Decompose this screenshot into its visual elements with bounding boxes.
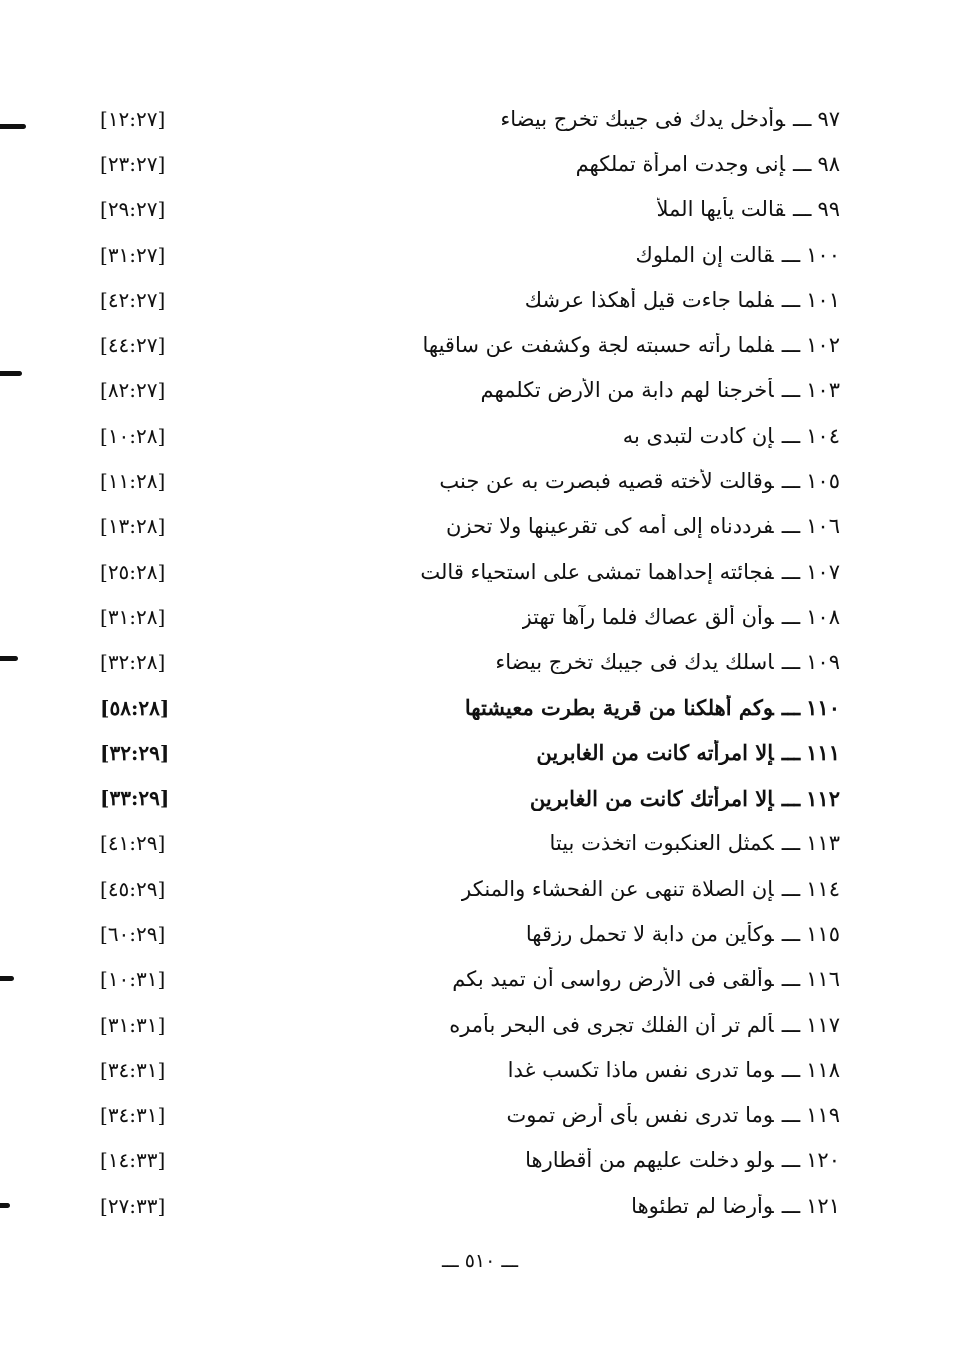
- entry-verse: [525, 288, 840, 312]
- entry-dash: ـــ: [781, 559, 801, 584]
- index-entry: [100, 549, 840, 594]
- entry-verse: [530, 786, 840, 811]
- entry-text: أخرجنا لهم دابة من الأرض تكلمهم: [480, 378, 774, 403]
- entry-verse: [481, 378, 840, 402]
- entry-dash: ـــ: [781, 650, 801, 675]
- entry-dash: ـــ: [781, 287, 801, 312]
- entry-reference: [٣٤:٣١]: [100, 1103, 166, 1128]
- entry-number: ١١٤: [806, 876, 840, 901]
- index-entry: [100, 911, 840, 956]
- index-entry: [100, 458, 840, 503]
- index-entry: [100, 1047, 840, 1092]
- index-entry: [100, 821, 840, 866]
- index-entry: [100, 232, 840, 277]
- entry-verse: [526, 922, 840, 946]
- entry-verse: [420, 560, 840, 584]
- entry-number: ١١٨: [806, 1057, 840, 1082]
- verse-index-list: [100, 96, 840, 1228]
- index-entry: [100, 957, 840, 1002]
- index-entry: [100, 685, 840, 730]
- entry-verse: [623, 424, 840, 448]
- entry-text: إن الصلاة تنهى عن الفحشاء والمنكر: [461, 876, 774, 901]
- entry-text: قالت يأيها الملأ: [656, 197, 785, 222]
- entry-text: وأدخل يدك فى جيبك تخرج بيضاء: [500, 106, 785, 131]
- entry-reference: [١٠:٢٨]: [100, 423, 166, 448]
- entry-dash: ـــ: [781, 831, 801, 856]
- entry-verse: [452, 967, 840, 991]
- entry-dash: ـــ: [781, 921, 801, 946]
- entry-dash: ـــ: [781, 1012, 801, 1037]
- index-entry: [100, 730, 840, 775]
- index-entry: [100, 1093, 840, 1138]
- entry-reference: [٣٣:٢٩]: [100, 786, 170, 811]
- entry-number: ١٢٠: [806, 1148, 840, 1173]
- index-entry: [100, 187, 840, 232]
- entry-dash: ـــ: [792, 197, 812, 222]
- entry-dash: ـــ: [781, 1148, 801, 1173]
- entry-reference: [٣٤:٣١]: [100, 1057, 166, 1082]
- entry-number: ١٠٠: [806, 242, 840, 267]
- entry-reference: [٦٠:٢٩]: [100, 921, 166, 946]
- entry-verse: [446, 514, 840, 538]
- entry-verse: [522, 605, 840, 629]
- entry-text: وما تدرى نفس بأى أرض تموت: [506, 1103, 774, 1128]
- index-entry: [100, 1183, 840, 1228]
- entry-dash: ـــ: [781, 423, 801, 448]
- binding-mark: [0, 124, 26, 129]
- entry-text: ألم تر أن الفلك تجرى فى البحر بأمره: [449, 1012, 774, 1037]
- entry-dash: ـــ: [781, 514, 801, 539]
- entry-dash: ـــ: [781, 333, 801, 358]
- entry-reference: [١٤:٣٣]: [100, 1148, 166, 1173]
- entry-text: وأرضا لم تطئوها: [631, 1193, 774, 1218]
- entry-number: ١١٥: [806, 921, 840, 946]
- entry-verse: [657, 197, 841, 221]
- index-entry: [100, 1138, 840, 1183]
- index-entry: [100, 640, 840, 685]
- entry-text: وما تدرى نفس ماذا تكسب غدا: [507, 1057, 774, 1082]
- entry-text: قالت إن الملوك: [635, 242, 774, 267]
- index-entry: [100, 96, 840, 141]
- entry-verse: [439, 469, 840, 493]
- entry-verse: [549, 831, 840, 855]
- entry-verse: [465, 695, 840, 720]
- entry-number: ١١٢: [806, 785, 840, 811]
- entry-dash: ـــ: [781, 469, 801, 494]
- entry-number: ٩٨: [817, 151, 840, 176]
- entry-text: وألقى فى الأرض رواسى أن تميد بكم: [452, 967, 774, 992]
- entry-reference: [٢٥:٢٨]: [100, 559, 166, 584]
- entry-reference: [٢٧:٣٣]: [100, 1193, 166, 1218]
- entry-dash: ـــ: [781, 695, 801, 720]
- entry-text: فلما رأته حسبته لجة وكشفت عن ساقيها: [422, 333, 774, 358]
- entry-verse: [506, 1103, 840, 1127]
- entry-reference: [٣١:٢٨]: [100, 604, 166, 629]
- entry-reference: [٣٢:٢٩]: [100, 740, 170, 765]
- binding-mark: [0, 656, 18, 661]
- entry-number: ٩٩: [817, 197, 840, 222]
- entry-text: إنى وجدت امرأة تملكهم: [575, 151, 785, 176]
- entry-reference: [٨٢:٢٧]: [100, 378, 166, 403]
- entry-number: ١٠٥: [806, 469, 840, 494]
- entry-reference: [٤٥:٢٩]: [100, 876, 166, 901]
- entry-reference: [٤١:٢٩]: [100, 831, 166, 856]
- entry-verse: [423, 333, 841, 357]
- entry-reference: [٣٢:٢٨]: [100, 650, 166, 675]
- entry-number: ١٠١: [806, 287, 840, 312]
- entry-dash: ـــ: [781, 242, 801, 267]
- entry-number: ١١٦: [806, 967, 840, 992]
- entry-number: ١٠٣: [806, 378, 840, 403]
- entry-text: وأن ألق عصاك فلما رآها تهتز: [521, 604, 774, 629]
- entry-verse: [631, 1194, 840, 1218]
- entry-text: فلما جاءت قيل أهكذا عرشك: [524, 287, 774, 312]
- entry-text: فرددناه إلى أمه كى تقرعينها ولا تحزن: [446, 514, 774, 539]
- index-entry: [100, 413, 840, 458]
- entry-text: إلا امرأتك كانت من الغابرين: [529, 785, 774, 811]
- index-entry: [100, 866, 840, 911]
- entry-reference: [٣١:٣١]: [100, 1012, 166, 1037]
- entry-text: وقالت لأخته قصيه فبصرت به عن جنب: [439, 469, 774, 494]
- index-entry: [100, 1002, 840, 1047]
- entry-dash: ـــ: [781, 1103, 801, 1128]
- entry-reference: [٣١:٢٧]: [100, 242, 166, 267]
- page-number: ـــ ٥١٠ ـــ: [441, 1250, 519, 1272]
- entry-number: ١١٩: [806, 1103, 840, 1128]
- entry-dash: ـــ: [792, 151, 812, 176]
- entry-reference: [٢٩:٢٧]: [100, 197, 166, 222]
- entry-verse: [576, 152, 840, 176]
- entry-dash: ـــ: [781, 378, 801, 403]
- entry-reference: [١٣:٢٨]: [100, 514, 166, 539]
- binding-mark: [0, 371, 22, 376]
- index-entry: [100, 594, 840, 639]
- entry-number: ٩٧: [817, 106, 840, 131]
- entry-text: إن كادت لتبدى به: [622, 423, 774, 448]
- entry-number: ١٠٧: [806, 559, 840, 584]
- entry-number: ١٠٢: [806, 333, 840, 358]
- entry-reference: [١١:٢٨]: [100, 469, 166, 494]
- entry-number: ١١٣: [806, 831, 840, 856]
- entry-reference: [١٢:٢٧]: [100, 106, 166, 131]
- entry-dash: ـــ: [792, 106, 812, 131]
- entry-verse: [508, 1058, 840, 1082]
- entry-text: فجائته إحداهما تمشى على استحياء قالت: [420, 559, 774, 584]
- index-entry: [100, 504, 840, 549]
- entry-text: اسلك يدك فى جيبك تخرج بيضاء: [495, 650, 774, 675]
- entry-reference: [٢٣:٢٧]: [100, 151, 166, 176]
- entry-number: ١١٠: [806, 695, 840, 720]
- entry-text: ولو دخلت عليهم من أقطارها: [525, 1148, 774, 1173]
- entry-dash: ـــ: [781, 1193, 801, 1218]
- entry-verse: [536, 740, 840, 765]
- entry-text: وكأين من دابة لا تحمل رزقها: [525, 921, 774, 946]
- entry-dash: ـــ: [781, 967, 801, 992]
- entry-text: إلا امرأته كانت من الغابرين: [536, 740, 774, 766]
- entry-number: ١٠٨: [806, 604, 840, 629]
- entry-verse: [500, 107, 840, 131]
- binding-mark: [0, 1203, 10, 1208]
- index-entry: [100, 775, 840, 820]
- entry-dash: ـــ: [781, 876, 801, 901]
- entry-dash: ـــ: [781, 1057, 801, 1082]
- index-entry: [100, 368, 840, 413]
- entry-verse: [636, 243, 840, 267]
- entry-number: ١١٧: [806, 1012, 840, 1037]
- entry-dash: ـــ: [781, 604, 801, 629]
- entry-number: ١١١: [806, 740, 840, 766]
- entry-reference: [٤٤:٢٧]: [100, 333, 166, 358]
- entry-text: كمثل العنكبوت اتخذت بيتا: [549, 831, 774, 856]
- entry-verse: [495, 650, 840, 674]
- entry-dash: ـــ: [781, 785, 801, 811]
- entry-reference: [١٠:٣١]: [100, 967, 166, 992]
- index-entry: [100, 141, 840, 186]
- entry-number: ١٠٦: [806, 514, 840, 539]
- index-entry: [100, 322, 840, 367]
- binding-mark: [0, 976, 14, 981]
- entry-verse: [461, 877, 840, 901]
- entry-number: ١٠٩: [806, 650, 840, 675]
- index-entry: [100, 277, 840, 322]
- entry-text: وكم أهلكنا من قرية بطرت معيشتها: [464, 695, 774, 720]
- entry-verse: [449, 1013, 840, 1037]
- entry-number: ١٠٤: [806, 423, 840, 448]
- entry-verse: [525, 1148, 840, 1172]
- entry-number: ١٢١: [806, 1193, 840, 1218]
- entry-reference: [٥٨:٢٨]: [100, 695, 170, 720]
- entry-dash: ـــ: [781, 740, 801, 766]
- entry-reference: [٤٢:٢٧]: [100, 287, 166, 312]
